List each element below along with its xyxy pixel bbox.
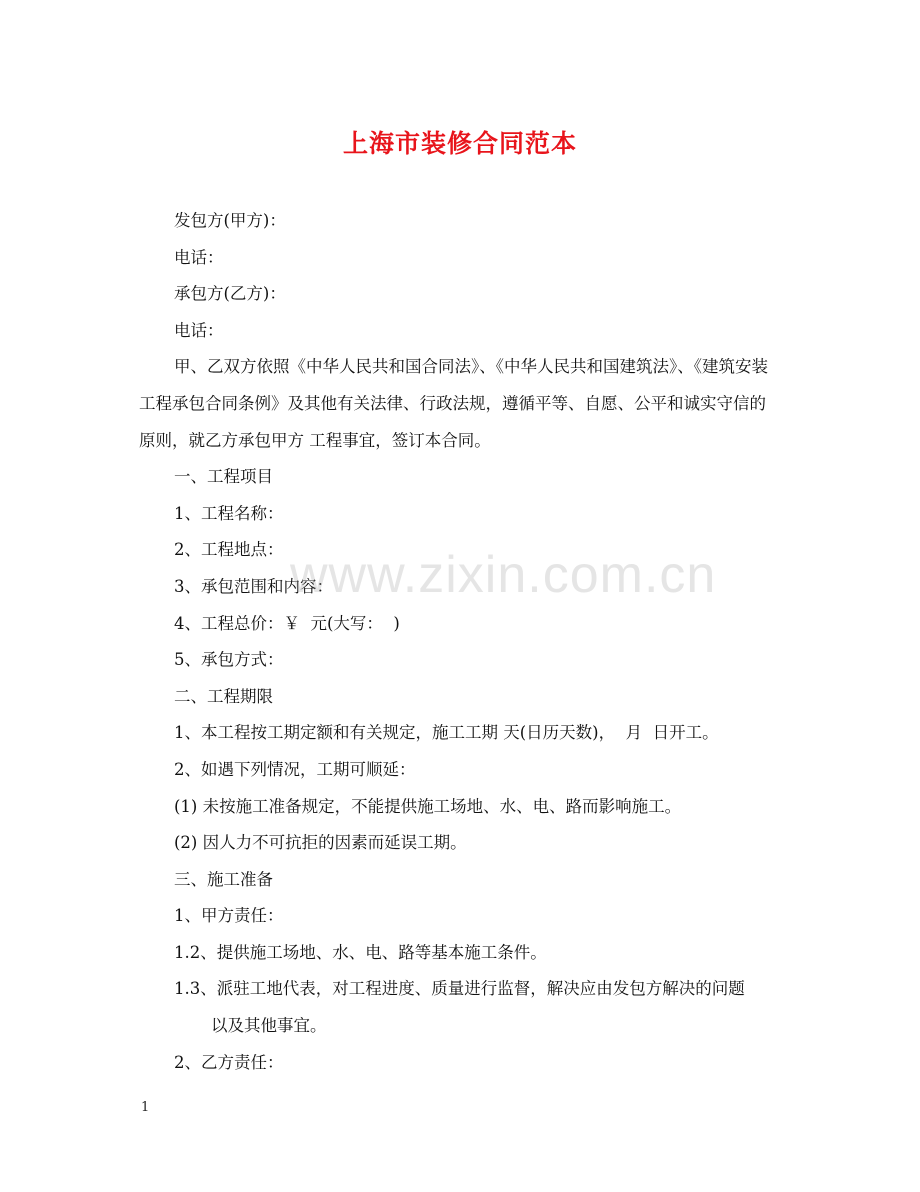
- party-a-duty-1-3-continued: [139, 1008, 781, 1045]
- watermark: www.zixin.com.cn: [290, 546, 717, 604]
- party-b-phone-line: 电话：: [174, 320, 224, 340]
- page-number: 1: [141, 1100, 150, 1115]
- project-name-line: 1、工程名称：: [174, 503, 284, 523]
- extension-item-1: (1) 未按施工准备规定，不能提供施工场地、水、电、路而影响施工。: [174, 796, 682, 816]
- project-location-line: 2、工程地点：: [174, 540, 284, 560]
- project-scope-line: 3、承包范围和内容：: [174, 576, 333, 596]
- document-title: 上海市装修合同范本: [342, 129, 577, 158]
- extension-item-2: (2) 因人力不可抗拒的因素而延误工期。: [174, 833, 467, 853]
- duration-clause-1: 1、本工程按工期定额和有关规定，施工工期 天(日历天数)， 月 日开工。: [174, 723, 719, 743]
- project-price-line: 4、工程总价：￥ 元(大写： ): [174, 613, 400, 633]
- party-a-line: 发包方(甲方)：: [174, 211, 286, 230]
- section-heading-project: 一、工程项目: [174, 467, 273, 487]
- party-b-line: 承包方(乙方)：: [174, 284, 286, 304]
- contract-method-line: 5、承包方式：: [174, 650, 284, 670]
- party-a-phone-line: 电话：: [174, 247, 224, 267]
- section-heading-duration: 二、工程期限: [174, 686, 273, 706]
- party-a-duty-heading: 1、甲方责任：: [174, 906, 284, 926]
- document-body: [139, 203, 781, 1081]
- party-b-duty-heading: 2、乙方责任：: [174, 1052, 284, 1072]
- party-a-duty-1-3: 1.3、派驻工地代表，对工程进度、质量进行监督，解决应由发包方解决的问题: [174, 979, 745, 999]
- section-heading-preparation: 三、施工准备: [174, 869, 273, 889]
- party-a-duty-1-3-continued-text: 以及其他事宜。: [211, 1016, 327, 1036]
- preamble-paragraph: 甲、乙双方依照《中华人民共和国合同法》、《中华人民共和国建筑法》、《建筑安装工程承包合同条例》及其他有关法律、行政法规，遵循平等、自愿、公平和诚实守信的原则，就乙方承包甲方 工程事宜，签订本合同。: [139, 357, 768, 450]
- party-a-duty-1-2: 1.2、提供施工场地、水、电、路等基本施工条件。: [174, 942, 547, 962]
- duration-clause-2: 2、如遇下列情况，工期可顺延：: [174, 759, 416, 779]
